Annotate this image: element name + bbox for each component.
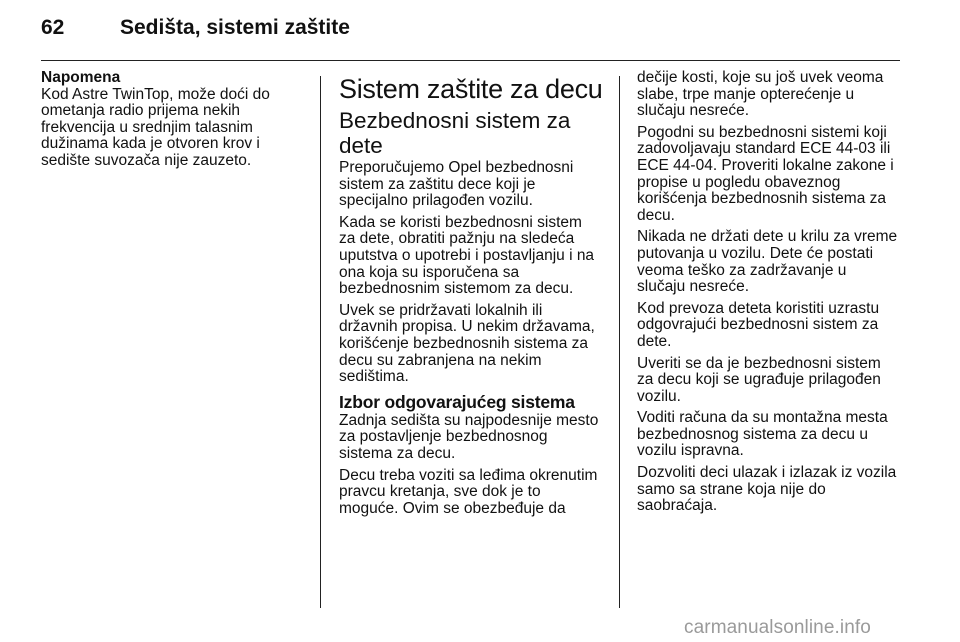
note-body: Kod Astre TwinTop, može doći do ometanja radio prijema nekih frekvencija u srednjim talasnim dužinama kada je otvoren krov i sedište suvozača nije zauzeto.: [41, 85, 270, 169]
column-divider-1: [320, 76, 321, 608]
column-middle: [339, 74, 611, 522]
column-left: [41, 70, 311, 170]
paragraph: Preporučujemo Opel bezbednosni sistem za zaštitu dece koji je specijalno prilagođen vozilu.: [339, 159, 574, 210]
paragraph: Decu treba voziti sa leđima okrenutim pravcu kretanja, sve dok je to moguće. Ovim se obezbeđuje da: [339, 466, 598, 517]
note-title: Napomena: [41, 69, 121, 86]
column-right: [637, 70, 905, 520]
subsection-heading: Bezbednosni sistem za dete: [339, 108, 571, 158]
watermark-text: carmanualsonline.info: [684, 617, 871, 638]
page-number: 62: [41, 16, 65, 39]
paragraph: Dozvoliti deci ulazak i izlazak iz vozila samo sa strane koja nije do saobraćaja.: [637, 464, 897, 515]
subsubsection-heading: Izbor odgovarajućeg sistema: [339, 391, 575, 412]
paragraph: Nikada ne držati dete u krilu za vreme putovanja u vozilu. Dete će postati veoma teško za zadržavanje u slučaju nesreće.: [637, 228, 898, 296]
paragraph: Pogodni su bezbednosni sistemi koji zadovoljavaju standard ECE 44-03 ili ECE 44-04. Proveriti lokalne zakone i propise u pogledu obaveznog korišćenja bezbednosnih sistema za decu.: [637, 123, 894, 224]
paragraph: Kada se koristi bezbednosni sistem za dete, obratiti pažnju na sledeća uputstva o upotrebi i postavljanju i na ona koja su isporučena sa bezbednosnim sistemom za decu.: [339, 213, 595, 298]
page-header-title: Sedišta, sistemi zaštite: [120, 16, 350, 39]
paragraph: Zadnja sedišta su najpodesnije mesto za postavljenje bezbednosnog sistema za decu.: [339, 411, 599, 462]
paragraph: Uveriti se da je bezbednosni sistem za decu koji se ugrađuje prilagođen vozilu.: [637, 354, 881, 405]
paragraph: Voditi računa da su montažna mesta bezbednosnog sistema za decu u vozilu ispravna.: [637, 409, 888, 460]
column-divider-2: [619, 76, 620, 608]
paragraph: Uvek se pridržavati lokalnih ili državnih propisa. U nekim državama, korišćenje bezbednosnih sistema za decu su zabranjena na nekim sedištima.: [339, 301, 595, 386]
paragraph: dečije kosti, koje su još uvek veoma slabe, trpe manje opterećenje u slučaju nesreće.: [637, 69, 884, 120]
header-rule: [41, 60, 900, 61]
section-heading: Sistem zaštite za decu: [339, 74, 603, 104]
paragraph: Kod prevoza deteta koristiti uzrastu odgovrajući bezbednosni sistem za dete.: [637, 299, 880, 350]
